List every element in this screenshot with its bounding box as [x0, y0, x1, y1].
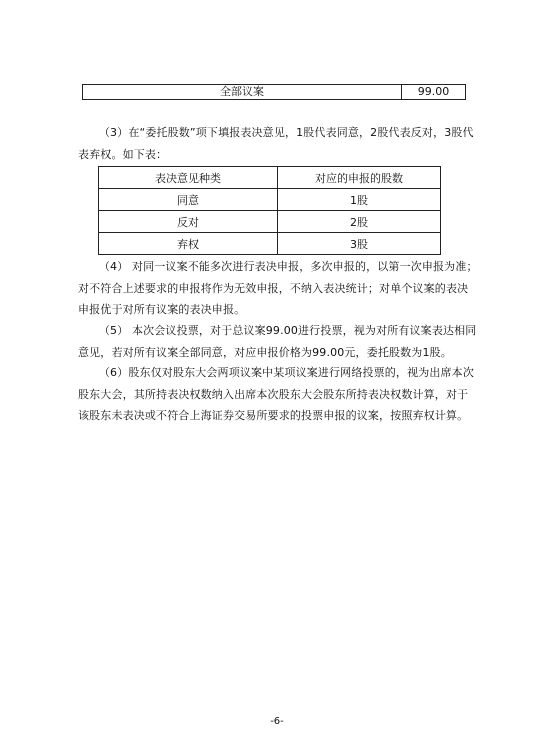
- summary-label: 全部议案: [83, 85, 402, 100]
- shares-cell: 3股: [278, 233, 441, 255]
- column-header-shares: 对应的申报的股数: [278, 167, 441, 189]
- summary-table: [82, 84, 466, 100]
- shares-cell: 2股: [278, 211, 441, 233]
- opinion-cell: 同意: [99, 189, 278, 211]
- table-row: [99, 211, 441, 233]
- table-header-row: [99, 167, 441, 189]
- opinion-cell: 弃权: [99, 233, 278, 255]
- opinion-cell: 反对: [99, 211, 278, 233]
- paragraph-4: （4） 对同一议案不能多次进行表决申报，多次申报的，以第一次申报为准；对不符合上述要求的申报将作为无效申报，不纳入表决统计；对单个议案的表决申报优于对所有议案的表决申报。: [78, 260, 478, 316]
- table-row: [99, 233, 441, 255]
- table-row: [99, 189, 441, 211]
- table-row: [83, 85, 466, 100]
- column-header-opinion: 表决意见种类: [99, 167, 278, 189]
- page-number: -6-: [270, 716, 284, 727]
- vote-type-table: [98, 166, 441, 255]
- paragraph-3: （3）在“委托股数”项下填报表决意见，1股代表同意，2股代表反对，3股代表弃权。如下表：: [78, 126, 474, 161]
- summary-value: 99.00: [402, 85, 466, 100]
- paragraph-6: （6）股东仅对股东大会两项议案中某项议案进行网络投票的，视为出席本次股东大会，其所持表决权数纳入出席本次股东大会股东所持表决权数计算，对于该股东未表决或不符合上海证券交易所要求的投票申报的议案，按照弃权计算。: [78, 366, 474, 422]
- shares-cell: 1股: [278, 189, 441, 211]
- paragraph-5: （5） 本次会议投票，对于总议案99.00进行投票，视为对所有议案表达相同意见，若对所有议案全部同意，对应申报价格为99.00元，委托股数为1股。: [78, 324, 477, 359]
